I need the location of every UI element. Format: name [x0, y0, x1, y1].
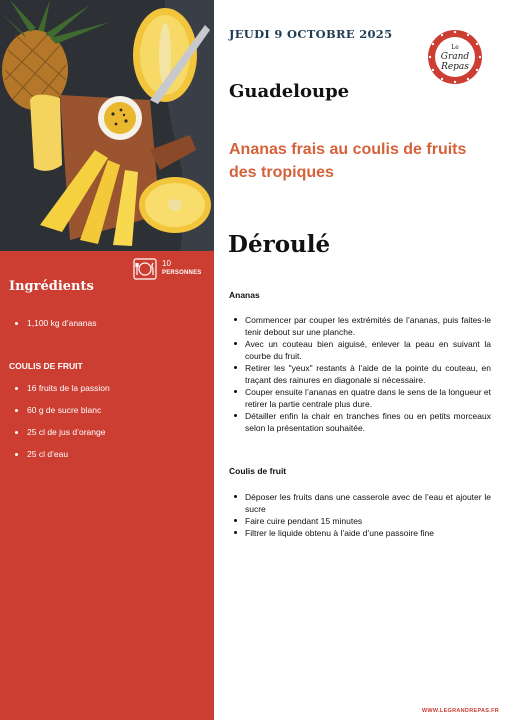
recipe-title: Ananas frais au coulis de fruits des tropiques [229, 141, 467, 181]
event-date: JEUDI 9 OCTOBRE 2025 [229, 27, 393, 41]
ingredient-item: 1,100 kg d’ananas [11, 318, 96, 328]
step-item: Filtrer le liquide obtenu à l’aide d’une passoire fine [231, 527, 491, 539]
step-item: Détailler enfin la chair en tranches fines ou en petits morceaux selon la présentation souhaitée. [231, 410, 491, 434]
step-item: Faire cuire pendant 15 minutes [231, 515, 491, 527]
step-item: Commencer par couper les extrémités de l’ananas, puis faites-le tenir debout sur une planche. [231, 314, 491, 338]
step-item: Couper ensuite l’ananas en quatre dans le sens de la longueur et retirer la partie centrale plus dure. [231, 386, 491, 410]
deroule-heading: Déroulé [228, 231, 331, 258]
servings-badge [133, 258, 213, 284]
steps-list-ananas [231, 314, 491, 434]
servings-count: 10 [162, 259, 171, 268]
servings-label: PERSONNES [162, 270, 202, 276]
pineapple-photo [0, 0, 214, 251]
ingredients-list [11, 318, 96, 328]
step-item: Déposer les fruits dans une casserole avec de l’eau et ajouter le sucre [231, 491, 491, 515]
step-item: Retirer les "yeux" restants à l’aide de la pointe du couteau, en traçant des rainures en diagonale si nécessaire. [231, 362, 491, 386]
steps-list-coulis [231, 491, 491, 539]
ingredients-title: Ingrédients [9, 279, 94, 294]
coulis-ingredient-item: 25 cl d’eau [11, 449, 110, 471]
plate-cutlery-icon [133, 258, 157, 285]
logo-text-grand: Grand [440, 52, 470, 62]
region-title: Guadeloupe [229, 81, 350, 102]
section-title-ananas: Ananas [229, 290, 260, 300]
le-grand-repas-logo [420, 28, 490, 91]
coulis-ingredient-item: 60 g de sucre blanc [11, 405, 110, 427]
section-title-coulis: Coulis de fruit [229, 466, 287, 476]
logo-text-le: Le [451, 44, 459, 51]
step-item: Avec un couteau bien aiguisé, enlever la peau en suivant la courbe du fruit. [231, 338, 491, 362]
coulis-ingredient-item: 16 fruits de la passion [11, 383, 110, 405]
logo-text-repas: Repas [441, 62, 469, 72]
website-link[interactable]: WWW.LEGRANDREPAS.FR [421, 708, 499, 714]
coulis-title: COULIS DE FRUIT [9, 361, 83, 371]
coulis-ingredients-list [11, 383, 110, 471]
coulis-ingredient-item: 25 cl de jus d’orange [11, 427, 110, 449]
